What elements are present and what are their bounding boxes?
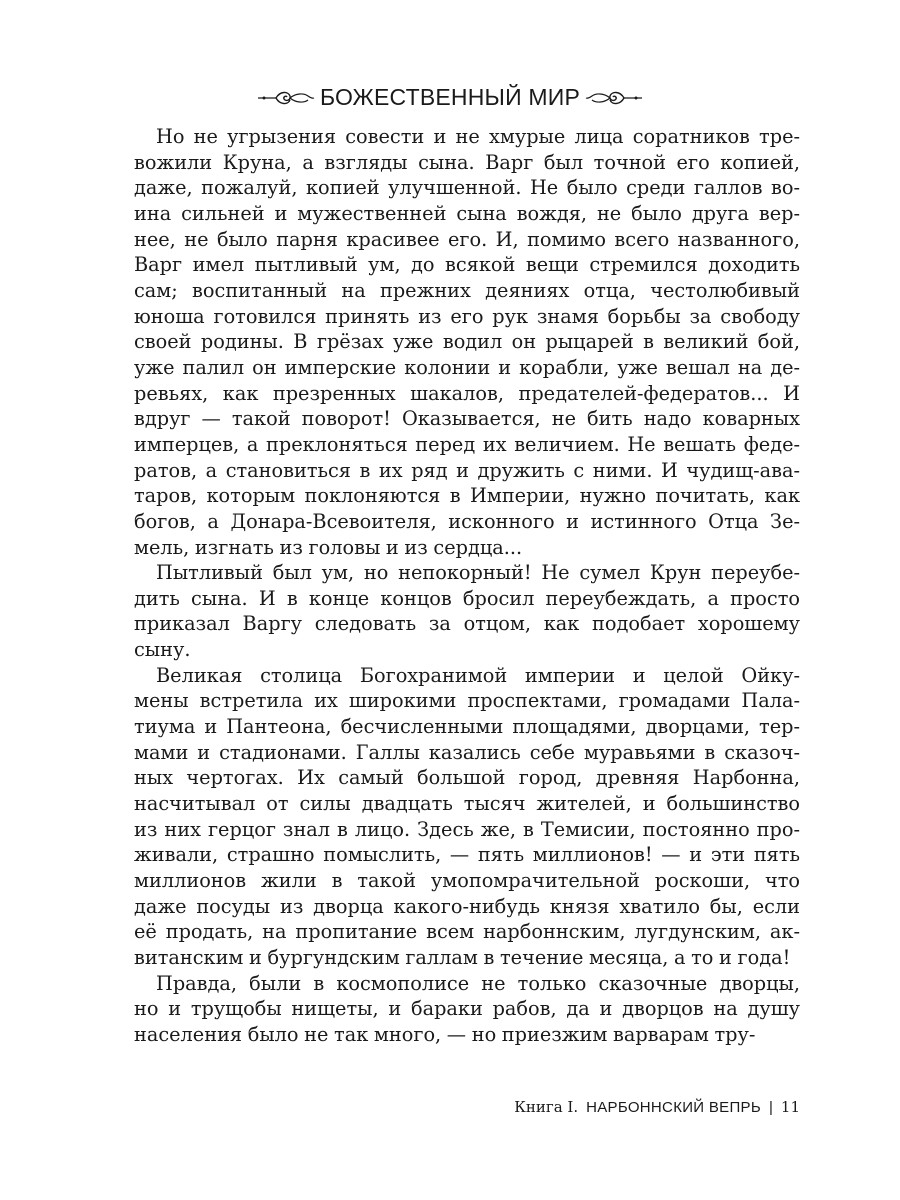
text-line: тиума и Пантеона, бесчисленными площадями, дворцами, тер- — [134, 715, 800, 739]
text-line: ратов, а становиться в их ряд и дружить с ними. И чудищ-ава- — [134, 458, 800, 482]
text-line: уже палил он имперские колонии и корабли, уже вешал на де- — [134, 355, 800, 379]
left-flourish-ornament-icon — [256, 87, 316, 109]
right-flourish-ornament-icon — [584, 87, 644, 109]
text-line: вдруг — такой поворот! Оказывается, не бить надо коварных — [134, 407, 800, 431]
running-header — [0, 84, 900, 111]
header-title: БОЖЕСТВЕННЫЙ МИР — [319, 84, 581, 110]
text-line: сам; воспитанный на прежних деяниях отца, честолюбивый — [134, 278, 800, 302]
text-line: богов, а Донара-Всевоителя, исконного и истинного Отца Зе- — [134, 509, 800, 533]
text-line: Но не угрызения совести и не хмурые лица соратников тре- — [156, 125, 800, 148]
text-line: но и трущобы нищеты, и бараки рабов, да и дворцов на душу — [134, 997, 800, 1021]
text-line: мель, изгнать из головы и из сердца... — [134, 535, 523, 559]
text-line: юноша готовился принять из его рук знамя борьбы за свободу — [134, 304, 800, 328]
text-line: Правда, были в космополисе не только сказочные дворцы, — [156, 971, 800, 995]
text-line: миллионов жили в такой умопомрачительной роскоши, что — [134, 869, 800, 893]
text-line: сыну. — [134, 638, 191, 662]
footer-book-label: Книга I. — [514, 1098, 579, 1116]
text-line: имперцев, а преклоняться перед их величием. Не вешать феде- — [134, 432, 800, 456]
text-line: вожили Круна, а взгляды сына. Варг был точной его копией, — [134, 150, 800, 174]
text-line: витанским и бургундским галлам в течение месяца, а то и года! — [134, 946, 791, 969]
text-line: её продать, на пропитание всем нарбоннским, лугдунским, ак- — [134, 920, 800, 944]
text-line: даже, пожалуй, копией улучшенной. Не было среди галлов во- — [134, 176, 800, 200]
text-line: своей родины. В грёзах уже водил он рыцарей в великий бой, — [134, 330, 800, 354]
paragraph — [134, 560, 800, 663]
text-line: мены встретила их широкими проспектами, громадами Пала- — [134, 689, 800, 713]
text-line: из них герцог знал в лицо. Здесь же, в Темисии, постоянно про- — [134, 817, 800, 841]
text-line: приказал Варгу следовать за отцом, как подобает хорошему — [134, 612, 800, 636]
text-line: даже посуды из дворца какого-нибудь князя хватило бы, если — [134, 894, 800, 918]
text-line: ревьях, как презренных шакалов, предателей-федератов... И — [134, 381, 800, 405]
page-number: 11 — [780, 1098, 800, 1116]
text-line: ина сильней и мужественней сына вождя, не было друга вер- — [134, 201, 800, 225]
footer-separator: | — [769, 1098, 773, 1116]
paragraph — [134, 124, 800, 560]
text-line: живали, страшно помыслить, — пять миллионов! — и эти пять — [134, 843, 800, 867]
text-line: дить сына. И в конце концов бросил переубеждать, а просто — [134, 586, 800, 610]
text-line: насчитывал от силы двадцать тысяч жителей, и большинство — [134, 792, 800, 816]
text-line: таров, которым поклоняются в Империи, нужно почитать, как — [134, 484, 800, 508]
text-line: Варг имел пытливый ум, до всякой вещи стремился доходить — [134, 253, 800, 277]
text-line: нее, не было парня красивее его. И, помимо всего названного, — [134, 227, 800, 251]
footer-book-title: НАРБОННСКИЙ ВЕПРЬ — [586, 1098, 761, 1116]
main-text-block — [134, 124, 800, 1048]
text-line: Великая столица Богохранимой империи и целой Ойку- — [156, 663, 800, 687]
running-footer — [514, 1098, 800, 1116]
text-line: ных чертогах. Их самый большой город, древняя Нарбонна, — [134, 766, 800, 790]
text-line: населения было не так много, — но приезжим варварам тру- — [134, 1022, 756, 1046]
text-line: Пытливый был ум, но непокорный! Не сумел Крун переубе- — [156, 561, 800, 585]
paragraph — [134, 663, 800, 971]
paragraph — [134, 971, 800, 1048]
text-line: мами и стадионами. Галлы казались себе муравьями в сказоч- — [134, 740, 800, 764]
